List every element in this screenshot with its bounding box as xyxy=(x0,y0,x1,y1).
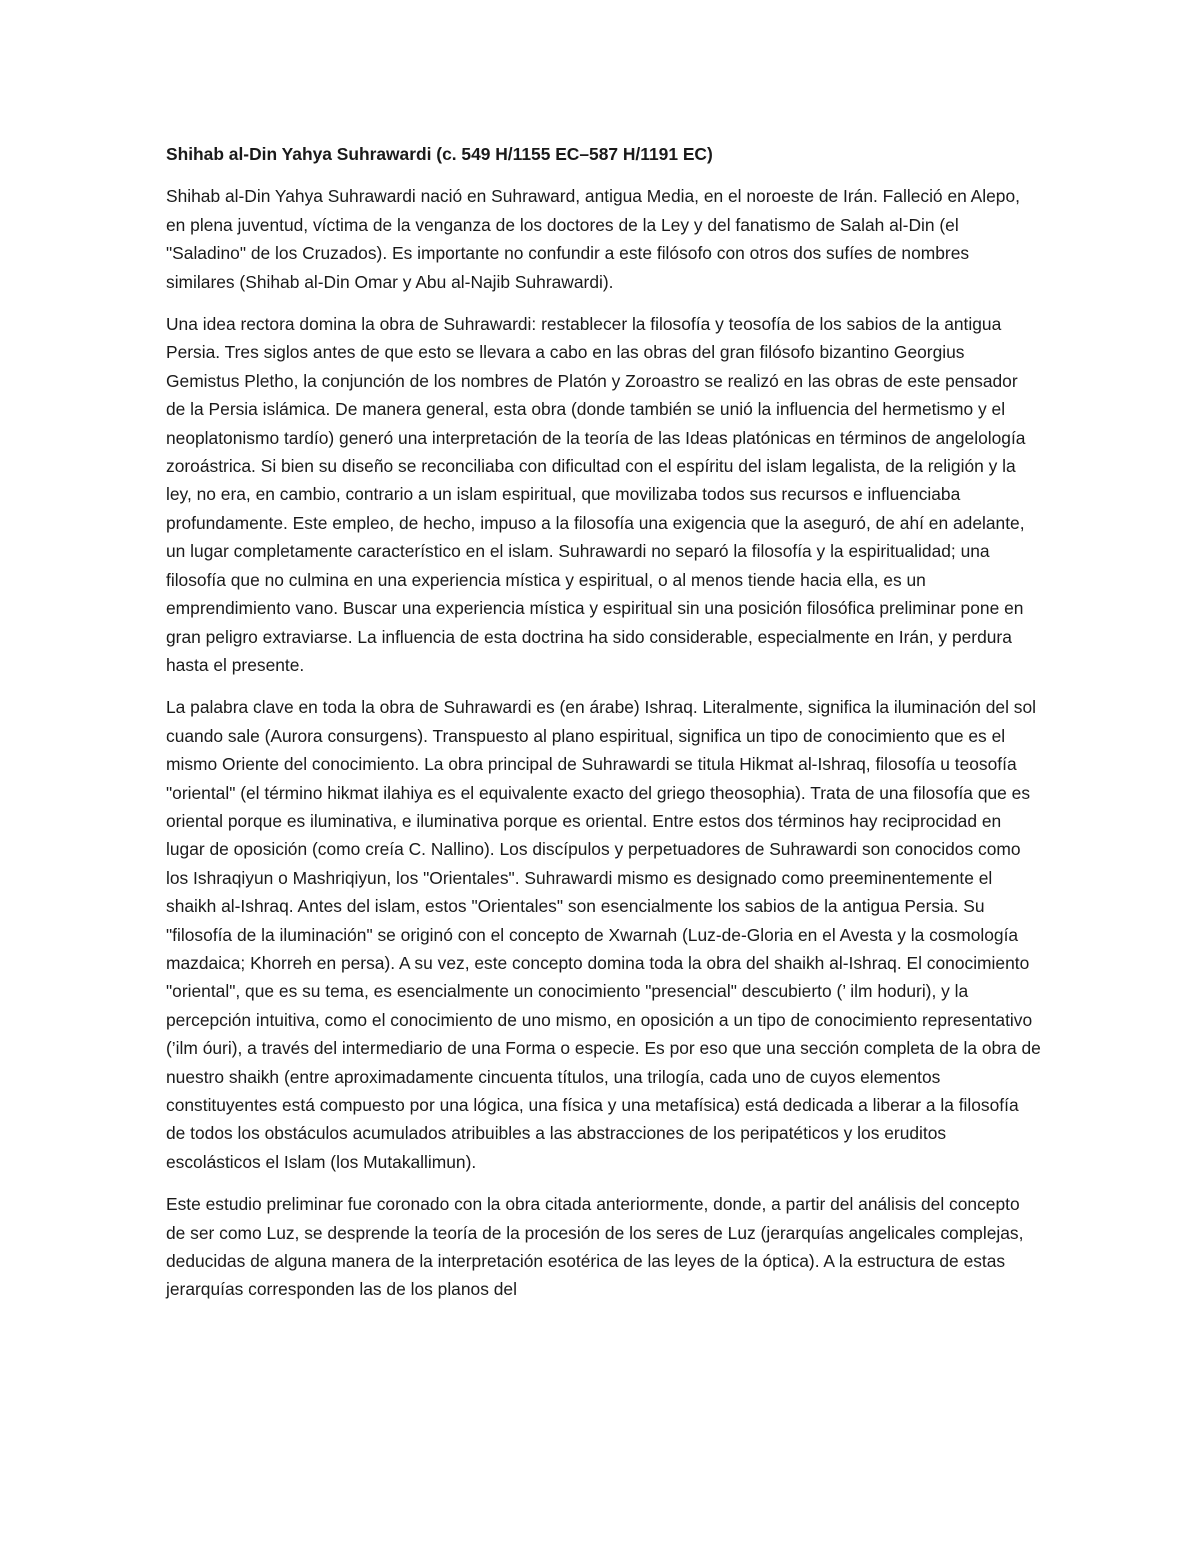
paragraph-intro: Shihab al-Din Yahya Suhrawardi nació en Suhraward, antigua Media, en el noroeste de Irán. Falleció en Alepo, en plena juventud, víctima de la venganza de los doctores de la Ley y del fanatismo de Salah al-Din (el "Saladino" de los Cruzados). Es importante no confundir a este filósofo con otros dos sufíes de nombres similares (Shihab al-Din Omar y Abu al-Najib Suhrawardi). xyxy=(166,186,1020,292)
document-body xyxy=(166,140,1041,1318)
document-title: Shihab al-Din Yahya Suhrawardi (c. 549 H/1155 EC–587 H/1191 EC) xyxy=(166,144,713,164)
paragraph-ishraq: La palabra clave en toda la obra de Suhrawardi es (en árabe) Ishraq. Literalmente, significa la iluminación del sol cuando sale (Aurora consurgens). Transpuesto al plano espiritual, significa un tipo de conocimiento que es el mismo Oriente del conocimiento. La obra principal de Suhrawardi se titula Hikmat al-Ishraq, filosofía u teosofía "oriental" (el término hikmat ilahiya es el equivalente exacto del griego theosophia). Trata de una filosofía que es oriental porque es iluminativa, e iluminativa porque es oriental. Entre estos dos términos hay reciprocidad en lugar de oposición (como creía C. Nallino). Los discípulos y perpetuadores de Suhrawardi son conocidos como los Ishraqiyun o Mashriqiyun, los "Orientales". Suhrawardi mismo es designado como preeminentemente el shaikh al-Ishraq. Antes del islam, estos "Orientales" son esencialmente los sabios de la antigua Persia. Su "filosofía de la iluminación" se originó con el concepto de Xwarnah (Luz-de-Gloria en el Avesta y la cosmología mazdaica; Khorreh en persa). A su vez, este concepto domina toda la obra del shaikh al-Ishraq. El conocimiento "oriental", que es su tema, es esencialmente un conocimiento "presencial" descubierto (’ ilm hoduri), y la percepción intuitiva, como el conocimiento de uno mismo, en oposición a un tipo de conocimiento representativo (’ilm óuri), a través del intermediario de una Forma o especie. Es por eso que una sección completa de la obra de nuestro shaikh (entre aproximadamente cincuenta títulos, una trilogía, cada uno de cuyos elementos constituyentes está compuesto por una lógica, una física y una metafísica) está dedicada a liberar a la filosofía de todos los obstáculos acumulados atribuibles a las abstracciones de los peripatéticos y los eruditos escolásticos el Islam (los Mutakallimun). xyxy=(166,697,1041,1172)
paragraph-guiding-idea: Una idea rectora domina la obra de Suhrawardi: restablecer la filosofía y teosofía de los sabios de la antigua Persia. Tres siglos antes de que esto se llevara a cabo en las obras del gran filósofo bizantino Georgius Gemistus Pletho, la conjunción de los nombres de Platón y Zoroastro se realizó en las obras de este pensador de la Persia islámica. De manera general, esta obra (donde también se unió la influencia del hermetismo y el neoplatonismo tardío) generó una interpretación de la teoría de las Ideas platónicas en términos de angelología zoroástrica. Si bien su diseño se reconciliaba con dificultad con el espíritu del islam legalista, de la religión y la ley, no era, en cambio, contrario a un islam espiritual, que movilizaba todos sus recursos e influenciaba profundamente. Este empleo, de hecho, impuso a la filosofía una exigencia que la aseguró, de ahí en adelante, un lugar completamente característico en el islam. Suhrawardi no separó la filosofía y la espiritualidad; una filosofía que no culmina en una experiencia mística y espiritual, o al menos tiende hacia ella, es un emprendimiento vano. Buscar una experiencia mística y espiritual sin una posición filosófica preliminar pone en gran peligro extraviarse. La influencia de esta doctrina ha sido considerable, especialmente en Irán, y perdura hasta el presente. xyxy=(166,314,1026,675)
paragraph-preliminary-study: Este estudio preliminar fue coronado con la obra citada anteriormente, donde, a partir del análisis del concepto de ser como Luz, se desprende la teoría de la procesión de los seres de Luz (jerarquías angelicales complejas, deducidas de alguna manera de la interpretación esotérica de las leyes de la óptica). A la estructura de estas jerarquías corresponden las de los planos del xyxy=(166,1194,1024,1300)
